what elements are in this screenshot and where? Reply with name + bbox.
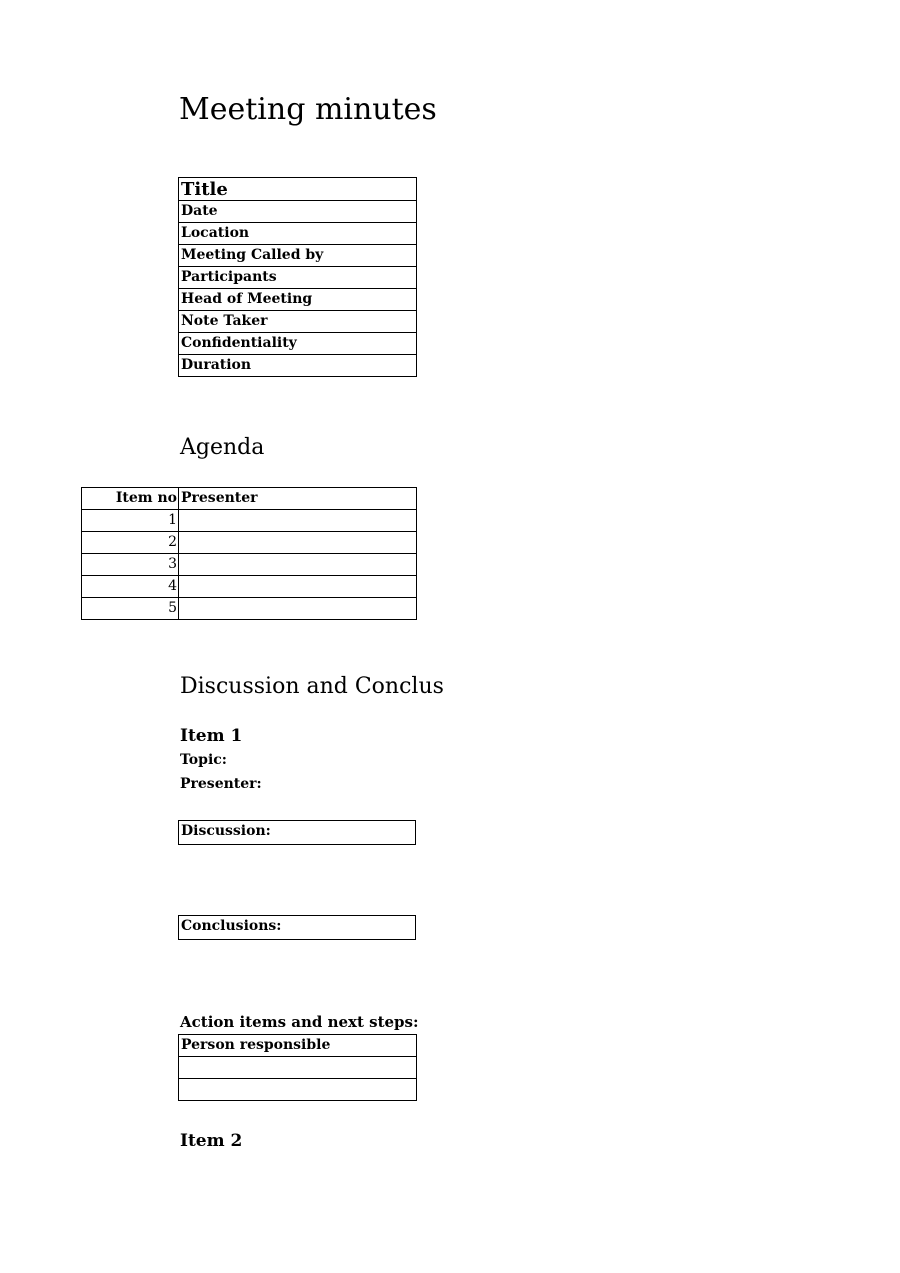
info-head-cell[interactable]: Head of Meeting bbox=[179, 289, 417, 311]
agenda-col-presenter: Presenter bbox=[179, 488, 417, 510]
info-called-by-cell[interactable]: Meeting Called by bbox=[179, 245, 417, 267]
agenda-item-no[interactable]: 4 bbox=[82, 576, 179, 598]
info-location-cell[interactable]: Location bbox=[179, 223, 417, 245]
info-participants-cell[interactable]: Participants bbox=[179, 267, 417, 289]
info-confidentiality-cell[interactable]: Confidentiality bbox=[179, 333, 417, 355]
agenda-presenter[interactable] bbox=[179, 598, 417, 620]
action-col-person: Person responsible bbox=[179, 1035, 417, 1057]
presenter-label: Presenter: bbox=[180, 776, 262, 792]
info-note-taker-cell[interactable]: Note Taker bbox=[179, 311, 417, 333]
discussion-heading: Discussion and Conclus bbox=[180, 674, 444, 699]
action-items-table bbox=[178, 1034, 417, 1101]
agenda-table bbox=[81, 487, 417, 620]
table-row bbox=[179, 1079, 417, 1101]
agenda-presenter[interactable] bbox=[179, 554, 417, 576]
table-row bbox=[82, 510, 417, 532]
topic-label: Topic: bbox=[180, 752, 227, 768]
agenda-presenter[interactable] bbox=[179, 576, 417, 598]
table-row bbox=[179, 1057, 417, 1079]
discussion-box[interactable]: Discussion: bbox=[178, 820, 416, 845]
agenda-header-row bbox=[82, 488, 417, 510]
table-row bbox=[82, 598, 417, 620]
table-row bbox=[82, 532, 417, 554]
action-person-cell[interactable] bbox=[179, 1079, 417, 1101]
agenda-col-item-no: Item no bbox=[82, 488, 179, 510]
agenda-presenter[interactable] bbox=[179, 532, 417, 554]
agenda-item-no[interactable]: 3 bbox=[82, 554, 179, 576]
item-2-heading: Item 2 bbox=[180, 1131, 243, 1151]
agenda-presenter[interactable] bbox=[179, 510, 417, 532]
item-1-heading: Item 1 bbox=[180, 726, 243, 746]
table-row bbox=[82, 576, 417, 598]
info-date-cell[interactable]: Date bbox=[179, 201, 417, 223]
agenda-heading: Agenda bbox=[180, 435, 265, 460]
agenda-item-no[interactable]: 5 bbox=[82, 598, 179, 620]
meeting-info-table bbox=[178, 177, 417, 377]
info-title-cell[interactable]: Title bbox=[179, 178, 417, 201]
action-items-heading: Action items and next steps: bbox=[180, 1013, 419, 1031]
action-person-cell[interactable] bbox=[179, 1057, 417, 1079]
conclusions-box[interactable]: Conclusions: bbox=[178, 915, 416, 940]
agenda-item-no[interactable]: 1 bbox=[82, 510, 179, 532]
info-duration-cell[interactable]: Duration bbox=[179, 355, 417, 377]
agenda-item-no[interactable]: 2 bbox=[82, 532, 179, 554]
page-title: Meeting minutes bbox=[179, 92, 437, 127]
table-row bbox=[82, 554, 417, 576]
